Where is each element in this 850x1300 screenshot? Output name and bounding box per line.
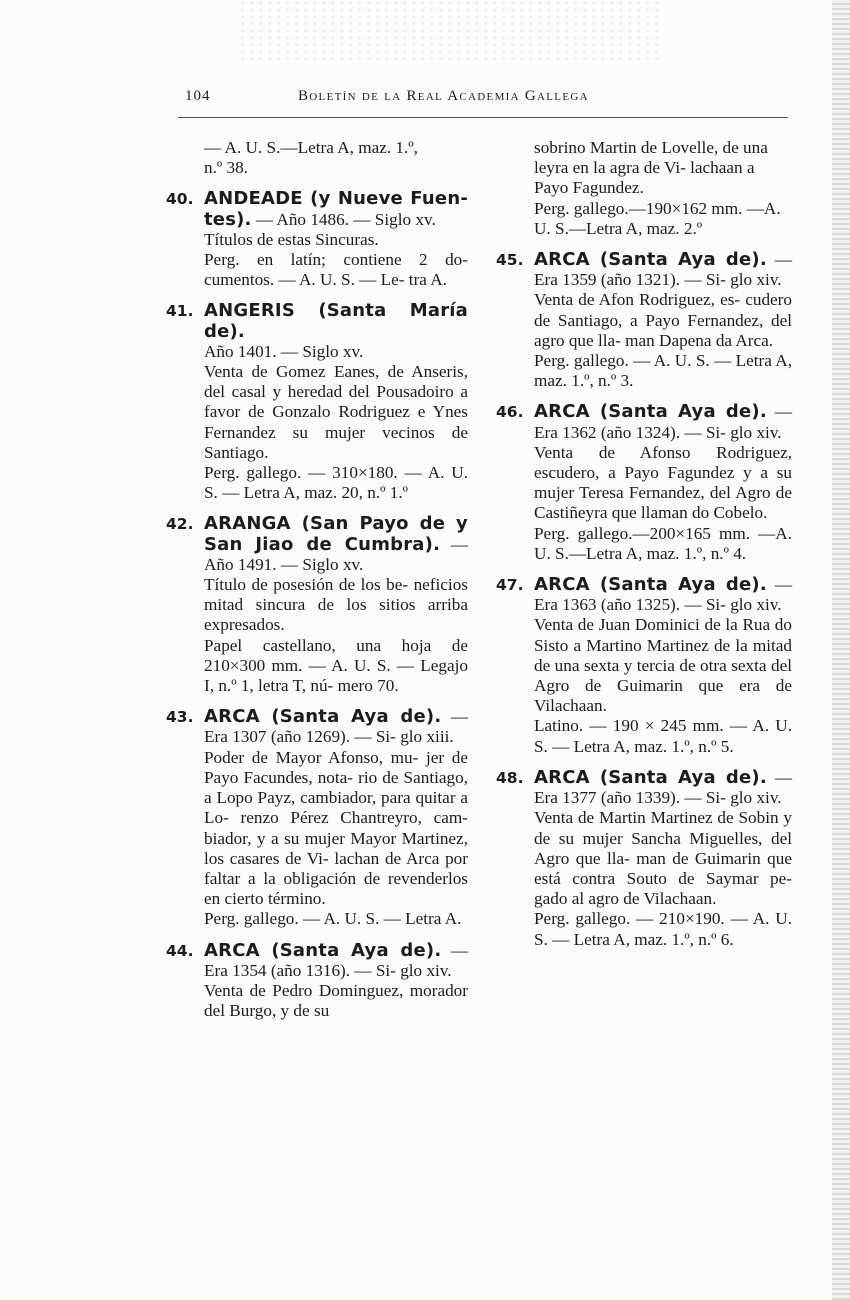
entry-line: Año 1401. — Siglo xv. [204, 341, 364, 361]
scan-edge [832, 0, 850, 1300]
entry-heading [496, 768, 792, 808]
entry-body [496, 615, 792, 756]
scan-speckle [240, 0, 660, 60]
entry-body [496, 290, 792, 391]
catalog-entry [496, 768, 792, 950]
entry-number: 45. [496, 251, 524, 270]
entry-line: Venta de Afonso Rodriguez, escudero, a Payo Fagundez y a su mujer Teresa Fernandez, del Agro de Castiñeyra que llaman do Cobelo. [534, 442, 792, 523]
continuation-line: — A. U. S.—Letra A, maz. 1.º, [204, 138, 418, 157]
entry-line: Perg. gallego. — 210×190. — A. U. S. — Letra A, maz. 1.º, n.º 6. [534, 909, 792, 949]
left-column [166, 138, 468, 1021]
page-header [185, 88, 785, 114]
entry-line: Papel castellano, una hoja de 210×300 mm. — A. U. S. — Legajo I, n.º 1, letra T, nú- mero 70. [204, 635, 468, 696]
entry-line: — Era 1354 (año 1316). — Si- glo xiv. [204, 940, 468, 980]
entry-heading [496, 402, 792, 442]
entry-number: 40. [166, 190, 194, 209]
entry-number: 43. [166, 708, 194, 727]
entry-line: Perg. en latín; contiene 2 do- cumentos. — A. U. S. — Le- tra A. [204, 250, 468, 290]
entry-line: Venta de Martin Martinez de Sobin y de su mujer Sancha Miguelles, del Agro que lla- man de Guimarin que está contra Souto de Saymar pe- gado al agro de Vilachaan. [534, 808, 792, 909]
entry-body [166, 575, 468, 696]
entry-heading [166, 707, 468, 747]
entry-number: 47. [496, 576, 524, 595]
entry-body [166, 748, 468, 930]
entry-number: 48. [496, 768, 524, 787]
entry-number: 41. [166, 302, 194, 321]
entry-line: Perg. gallego. — 310×180. — A. U. S. — Letra A, maz. 20, n.º 1.º [204, 463, 468, 503]
entry-line: — Año 1491. — Siglo xv. [204, 534, 468, 574]
entry-name: ARCA (Santa Aya de). [534, 401, 767, 423]
entry-line: — Era 1362 (año 1324). — Si- glo xiv. [534, 402, 792, 442]
catalog-entry [496, 250, 792, 391]
entry-name: ANDEADE (y Nueve Fuen- tes). [204, 188, 468, 230]
entry-heading [166, 941, 468, 981]
entry-line: Perg. gallego.—200×165 mm. —A. U. S.—Letra A, maz. 1.º, n.º 4. [534, 523, 792, 563]
entry-line: — Año 1486. — Siglo xv. [255, 209, 436, 229]
entry-heading [496, 250, 792, 290]
entry-body [166, 342, 468, 504]
entry-line: Perg. gallego. — A. U. S. — Letra A. [204, 909, 462, 929]
continuation-text [496, 138, 792, 239]
catalog-entry [496, 402, 792, 564]
header-rule [178, 117, 788, 118]
entry-heading [496, 575, 792, 615]
catalog-entry [496, 575, 792, 757]
entry-body [166, 230, 468, 291]
entry-line: Título de posesión de los be- neficios mitad sincura de los sitios arriba expresados. [204, 575, 468, 635]
entry-number: 42. [166, 515, 194, 534]
page-number: 104 [185, 88, 211, 104]
entry-line: Venta de Gomez Eanes, de Anseris, del casal y heredad del Pousadoiro a favor de Gonzalo Rodriguez e Ynes Fernandez su mujer vecinos de Santiago. [204, 362, 468, 462]
entry-number: 46. [496, 403, 524, 422]
entry-line: — Era 1363 (año 1325). — Si- glo xiv. [534, 575, 792, 615]
entry-heading [166, 189, 468, 229]
continuation-line: Perg. gallego.—190×162 mm. —A. U. S.—Letra A, maz. 2.º [534, 198, 781, 238]
continuation-line: sobrino Martin de Lovelle, de una leyra en la agra de Vi- lachaan a Payo Fagundez. [534, 138, 768, 198]
catalog-entry [166, 301, 468, 503]
entry-body [496, 808, 792, 949]
entry-name: ARCA (Santa Aya de). [534, 766, 767, 788]
running-title: Boletín de la Real Academia Gallega [298, 88, 589, 104]
entry-name: ARCA (Santa Aya de). [534, 249, 767, 271]
entry-line: — Era 1377 (año 1339). — Si- glo xiv. [534, 767, 792, 808]
entry-heading [166, 301, 468, 341]
entry-name: ARCA (Santa Aya de). [204, 939, 442, 961]
continuation-text [166, 138, 468, 178]
catalog-entry [166, 707, 468, 929]
entry-line: Latino. — 190 × 245 mm. — A. U. S. — Letra A, maz. 1.º, n.º 5. [534, 716, 792, 756]
entry-name: ARCA (Santa Aya de). [534, 574, 767, 596]
entry-body [166, 981, 468, 1021]
entry-line: Venta de Juan Dominici de la Rua do Sisto a Martino Martinez de la mitad de una sexta y tercia de otra sexta del Agro de Guimarin que era de Vilachaan. [534, 615, 792, 716]
catalog-entry [166, 189, 468, 290]
entry-line: Poder de Mayor Afonso, mu- jer de Payo Facundes, nota- rio de Santiago, a Lopo Payz, cambiador, para quitar a Lo- renzo Pérez Chantreyro, cam- biador, y a su mujer Mayor Martinez, los casares de Vi- lachan de Arca por faltar a la obligación de revenderlos en cierto término. [204, 747, 468, 909]
entry-line: — Era 1359 (año 1321). — Si- glo xiv. [534, 250, 792, 290]
entry-heading [166, 514, 468, 575]
entry-name: ARCA (Santa Aya de). [204, 706, 442, 728]
entry-line: Títulos de estas Sincuras. [204, 229, 379, 249]
entry-body [496, 443, 792, 564]
entry-line: Venta de Pedro Dominguez, morador del Burgo, y de su [204, 980, 468, 1021]
catalog-entry [166, 941, 468, 1022]
catalog-entry [166, 514, 468, 696]
entry-line: Venta de Afon Rodriguez, es- cudero de Santiago, a Payo Fernandez, del agro que lla- man Dapena da Arca. [534, 290, 792, 350]
entry-name: ANGERIS (Santa María de). [204, 300, 468, 342]
entry-number: 44. [166, 941, 194, 960]
entry-line: Perg. gallego. — A. U. S. — Letra A, maz. 1.º, n.º 3. [534, 351, 792, 391]
entry-name: ARANGA (San Payo de y San Jiao de Cumbra). [204, 513, 468, 555]
entry-line: — Era 1307 (año 1269). — Si- glo xiii. [204, 707, 468, 747]
continuation-line: n.º 38. [204, 158, 249, 178]
right-column [496, 138, 792, 950]
